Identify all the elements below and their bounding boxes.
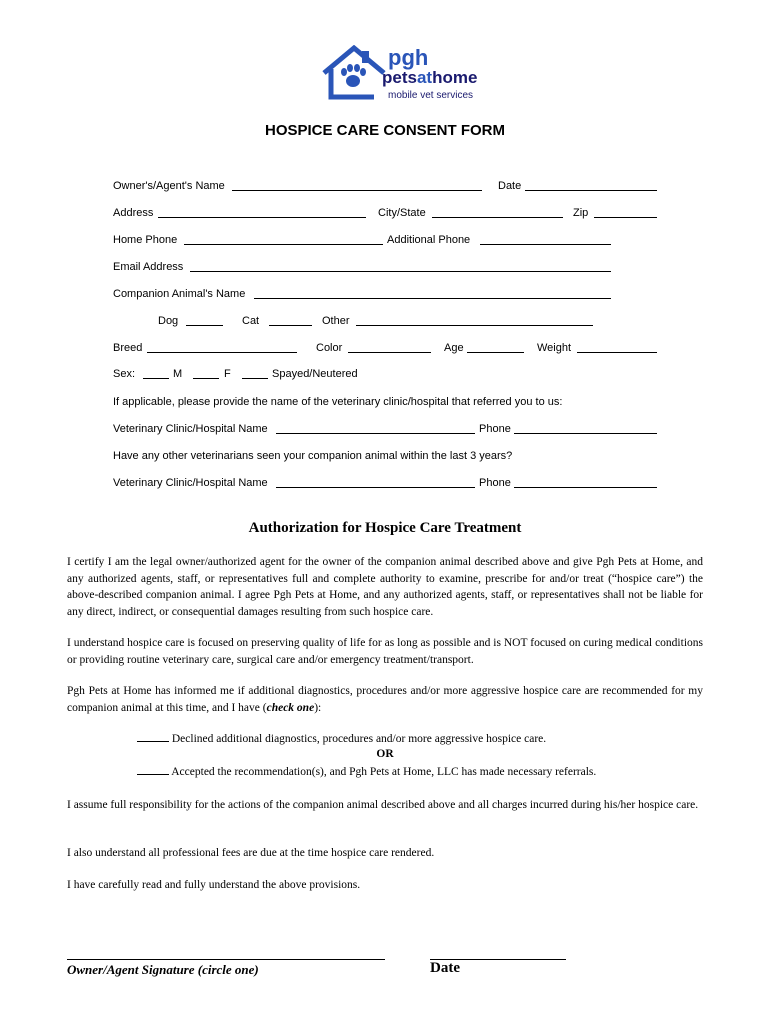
signature-line[interactable] [67,958,385,960]
option-declined-checkline[interactable] [137,732,169,742]
pgh-pets-at-home-logo [322,45,502,105]
additional-phone-label: Additional Phone [387,234,471,246]
spayed-field[interactable] [242,368,268,379]
sex-label: Sex: [113,368,136,380]
understand-paragraph: I have carefully read and fully understand the above provisions. [67,879,361,891]
home-phone-label: Home Phone [113,234,178,246]
age-field[interactable] [467,342,524,353]
brand-main: petsathome [382,68,478,87]
referral-question: If applicable, please provide the name of the veterinary clinic/hospital that referred you to us: [113,396,563,408]
email-label: Email Address [113,261,184,273]
phone-field-2[interactable] [514,477,657,488]
age-label: Age [444,342,464,354]
signature-date-label: Date [430,960,460,976]
weight-label: Weight [537,342,572,354]
other-label: Other [322,315,350,327]
spayed-label: Spayed/Neutered [272,368,358,380]
form-title: HOSPICE CARE CONSENT FORM [264,122,505,139]
city-field[interactable] [432,207,563,218]
dog-label: Dog [158,315,179,327]
owner-label: Owner's/Agent's Name [113,180,225,192]
zip-field[interactable] [594,207,657,218]
sex-f-field[interactable] [193,368,219,379]
clinic-field-2[interactable] [276,477,475,488]
responsibility-paragraph: I assume full responsibility for the actions of the companion animal described above and all charges incurred during his/her hospice care. [67,799,699,811]
brand-tagline: mobile vet services [388,90,474,101]
other-field[interactable] [356,315,593,326]
additional-phone-field[interactable] [480,234,611,245]
signature-label: Owner/Agent Signature (circle one) [67,962,259,977]
breed-label: Breed [113,342,143,354]
weight-field[interactable] [577,342,657,353]
sex-m-label: M [173,368,183,380]
clinic-label-1: Veterinary Clinic/Hospital Name [113,423,268,435]
address-label: Address [113,207,154,219]
animal-name-field[interactable] [254,288,611,299]
date-label: Date [498,180,522,192]
hospice-focus-paragraph: I understand hospice care is focused on preserving quality of life for as long as possible and is NOT focused on curing medical conditions or providing routine veterinary care, surgical care and/or emergency treatment/transport. [67,637,703,666]
option-accepted-checkline[interactable] [137,765,169,775]
zip-label: Zip [573,207,589,219]
informed-paragraph: Pgh Pets at Home has informed me if additional diagnostics, procedures and/or more aggressive hospice care are recommended for my companion animal at this time, and I have (check one): [67,685,703,714]
color-field[interactable] [348,342,431,353]
address-field[interactable] [158,207,366,218]
certify-paragraph: I certify I am the legal owner/authorized agent for the owner of the companion animal described above and give Pgh Pets at Home, and any authorized agents, staff, or representatives full and complete authority to examine, prescribe for and/or treat (“hospice care”) the above-described companion animal. I agree Pgh Pets at Home, and any authorized agents, staff, or representatives shall not be liable for any direct, indirect, or consequential damages resulting from such hospice care. [67,556,703,618]
color-label: Color [316,342,343,354]
dog-field[interactable] [186,315,223,326]
email-field[interactable] [190,261,611,272]
phone-label-1: Phone [479,423,511,435]
city-label: City/State [378,207,426,219]
home-phone-field[interactable] [184,234,383,245]
or-label: OR [376,748,394,760]
cat-label: Cat [242,315,260,327]
fees-paragraph: I also understand all professional fees are due at the time hospice care rendered. [67,847,435,859]
phone-label-2: Phone [479,477,511,489]
option-accepted[interactable]: Accepted the recommendation(s), and Pgh Pets at Home, LLC has made necessary referrals. [137,765,596,778]
authorization-title: Authorization for Hospice Care Treatment [248,520,522,536]
sex-f-label: F [224,368,231,380]
brand-top: pgh [388,45,429,70]
option-declined[interactable]: Declined additional diagnostics, procedures and/or more aggressive hospice care. [137,732,546,745]
cat-field[interactable] [269,315,312,326]
date-field[interactable] [525,180,657,191]
sex-m-field[interactable] [143,368,169,379]
clinic-field-1[interactable] [276,423,475,434]
breed-field[interactable] [147,342,297,353]
clinic-label-2: Veterinary Clinic/Hospital Name [113,477,268,489]
animal-name-label: Companion Animal's Name [113,288,246,300]
phone-field-1[interactable] [514,423,657,434]
owner-field[interactable] [232,180,482,191]
other-vets-question: Have any other veterinarians seen your companion animal within the last 3 years? [113,450,513,462]
